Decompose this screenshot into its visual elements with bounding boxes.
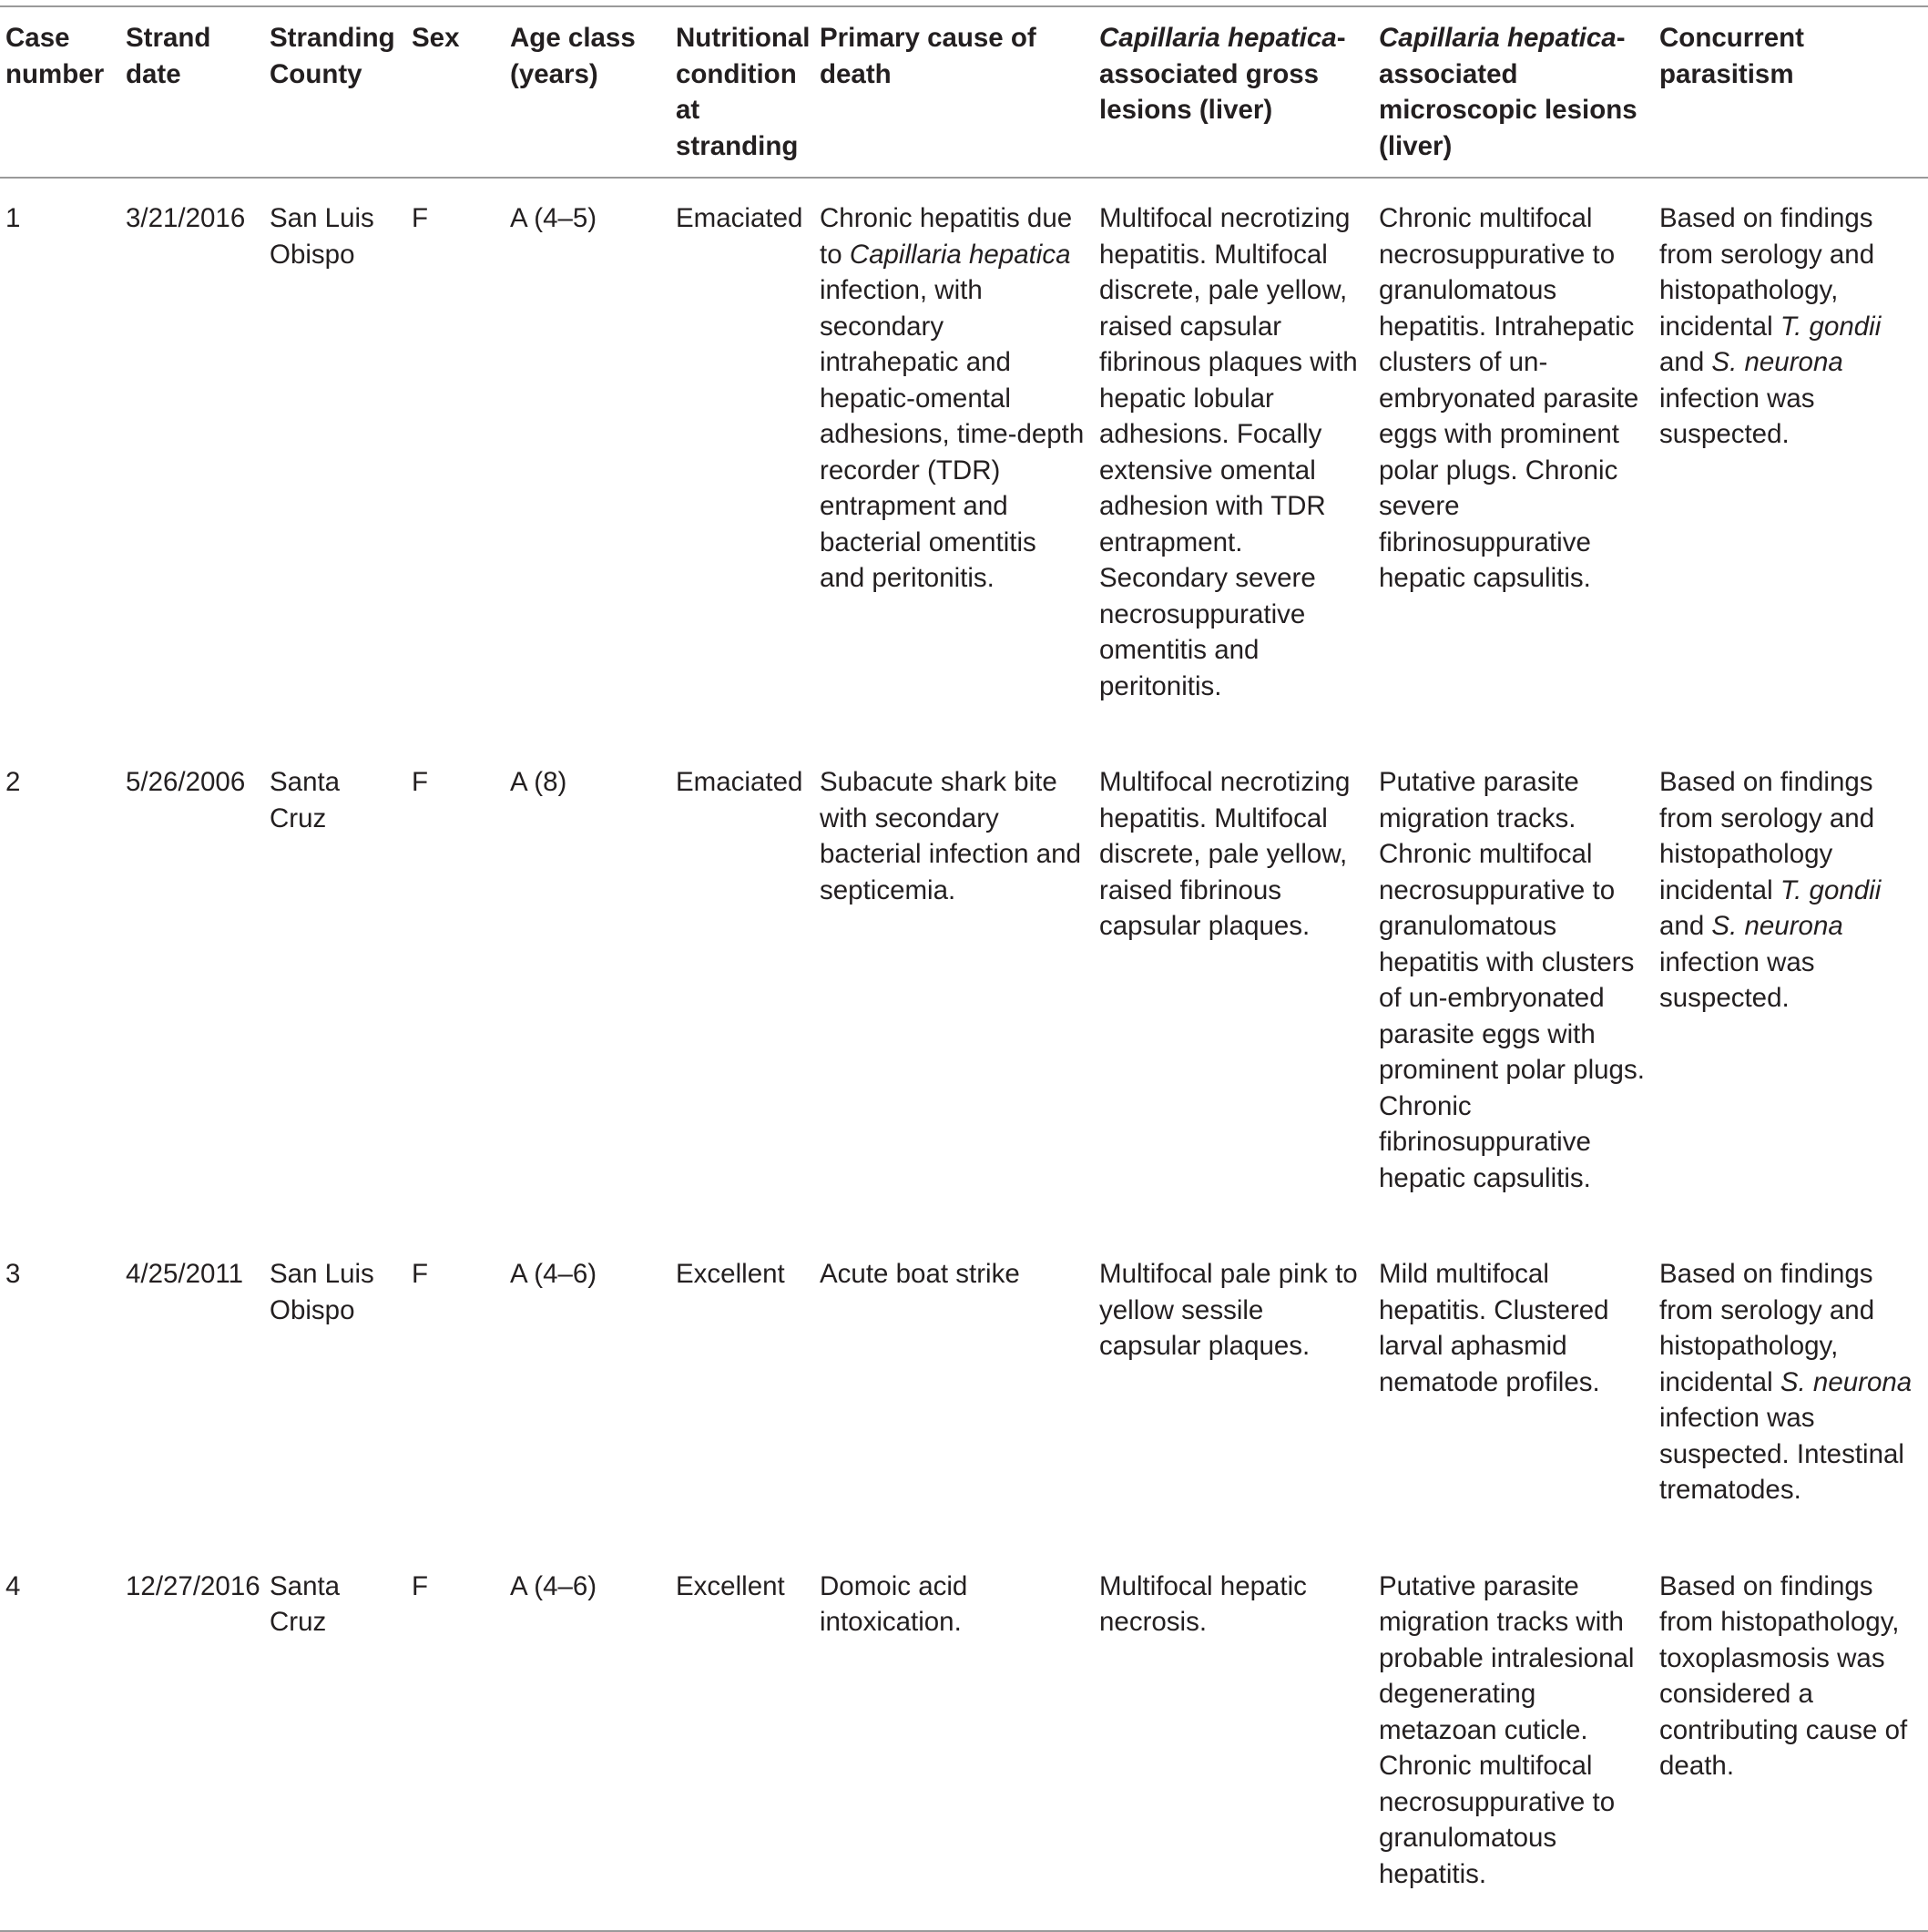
cell-case-number [0, 1547, 120, 1932]
header-strand-date [120, 6, 264, 178]
cell-text: Multifocal necrotizing hepatitis. Multifocal discrete, pale yellow, raised fibrinous capsular plaques. [1099, 767, 1351, 941]
cell-microscopic-lesions [1373, 178, 1654, 742]
header-case-number [0, 6, 120, 178]
header-label: Concurrent parasitism [1659, 23, 1804, 89]
cell-nutritional-condition [670, 1234, 814, 1547]
cell-strand-date [120, 178, 264, 742]
header-nutritional-condition [670, 6, 814, 178]
cell-strand-date [120, 1234, 264, 1547]
cell-stranding-county [264, 1547, 406, 1932]
cell-age-class [505, 1234, 670, 1547]
cell-concurrent-parasitism [1654, 1234, 1928, 1547]
cell-text: Acute boat strike [820, 1259, 1020, 1289]
header-label: -associated gross lesions (liver) [1099, 23, 1346, 125]
header-label: Case number [5, 23, 105, 89]
cell-text: 3 [5, 1259, 21, 1289]
cell-text: Excellent [676, 1259, 785, 1289]
header-label-italic: Capillaria hepatica [1099, 23, 1337, 53]
cell-case-number [0, 178, 120, 742]
cell-text: San Luis Obispo [270, 1259, 374, 1325]
cell-text: 2 [5, 767, 21, 797]
header-label: Primary cause of death [820, 23, 1036, 89]
cell-nutritional-condition [670, 742, 814, 1234]
cell-text-italic: S. neurona [1780, 1366, 1913, 1397]
cell-text: 5/26/2006 [126, 767, 246, 797]
cell-text: Santa Cruz [270, 767, 341, 833]
cell-concurrent-parasitism [1654, 742, 1928, 1234]
cell-gross-lesions [1094, 1547, 1373, 1932]
cell-age-class [505, 178, 670, 742]
table-row [0, 1547, 1928, 1932]
cell-text-italic: S. neurona [1711, 347, 1843, 377]
cell-text: Multifocal necrotizing hepatitis. Multifocal discrete, pale yellow, raised capsular fibrinous plaques with hepatic lobular adhesions. Focally extensive omental adhesion with TDR entrapment. Secondary severe necrosuppurative omentitis and peritonitis. [1099, 203, 1358, 701]
cell-text: Mild multifocal hepatitis. Clustered larval aphasmid nematode profiles. [1379, 1259, 1609, 1397]
cell-text: A (8) [510, 767, 567, 797]
header-label: Nutritional condition at stranding [676, 23, 811, 161]
cell-age-class [505, 1547, 670, 1932]
cell-age-class [505, 742, 670, 1234]
cell-sex [406, 1547, 505, 1932]
cell-text: infection was suspected. [1659, 383, 1815, 449]
cell-gross-lesions [1094, 1234, 1373, 1547]
cell-sex [406, 742, 505, 1234]
cell-primary-cause-of-death [814, 1234, 1094, 1547]
header-microscopic-lesions [1373, 6, 1654, 178]
header-label: Strand date [126, 23, 211, 89]
cell-stranding-county [264, 178, 406, 742]
header-age-class [505, 6, 670, 178]
cell-nutritional-condition [670, 178, 814, 742]
cell-text: F [412, 203, 429, 233]
cell-concurrent-parasitism [1654, 1547, 1928, 1932]
header-sex [406, 6, 505, 178]
cell-case-number [0, 742, 120, 1234]
cell-text: Santa Cruz [270, 1570, 341, 1637]
header-row [0, 6, 1928, 178]
cell-text: Multifocal pale pink to yellow sessile capsular plaques. [1099, 1259, 1358, 1361]
cell-case-number [0, 1234, 120, 1547]
header-label: -associated microscopic lesions (liver) [1379, 23, 1637, 161]
header-primary-cause-of-death [814, 6, 1094, 178]
cell-text: and [1659, 911, 1712, 941]
cell-microscopic-lesions [1373, 1547, 1654, 1932]
cell-text: 3/21/2016 [126, 203, 246, 233]
data-table [0, 5, 1928, 1932]
table-row [0, 742, 1928, 1234]
cell-text: San Luis Obispo [270, 203, 374, 270]
cell-gross-lesions [1094, 178, 1373, 742]
cell-gross-lesions [1094, 742, 1373, 1234]
cell-text: Multifocal hepatic necrosis. [1099, 1570, 1307, 1637]
cell-nutritional-condition [670, 1547, 814, 1932]
cell-primary-cause-of-death [814, 178, 1094, 742]
cell-concurrent-parasitism [1654, 178, 1928, 742]
cell-microscopic-lesions [1373, 742, 1654, 1234]
cell-text: Excellent [676, 1570, 785, 1601]
cell-text: and [1659, 347, 1712, 377]
cell-text: Based on findings from serology and histopathology, incidental [1659, 1259, 1875, 1397]
cell-text: Based on findings from serology and histopathology, incidental [1659, 203, 1875, 342]
cell-text: F [412, 1259, 429, 1289]
cell-text-italic: T. gondii [1780, 311, 1882, 342]
cell-stranding-county [264, 742, 406, 1234]
cell-text-italic: T. gondii [1780, 874, 1882, 905]
cell-text: Chronic multifocal necrosuppurative to granulomatous hepatitis. Intrahepatic clusters of un-embryonated parasite eggs with prominent polar plugs. Chronic severe fibrinosuppurative hepatic capsulitis. [1379, 203, 1639, 593]
cell-text: infection, with secondary intrahepatic and hepatic-omental adhesions, time-depth recorder (TDR) entrapment and bacterial omentitis and peritonitis. [820, 275, 1085, 593]
cell-text: Putative parasite migration tracks. Chronic multifocal necrosuppurative to granulomatous hepatitis with clusters of un-embryonated parasite eggs with prominent polar plugs. Chronic fibrinosuppurative hepatic capsulitis. [1379, 767, 1645, 1193]
table-row [0, 178, 1928, 742]
header-concurrent-parasitism [1654, 6, 1928, 178]
cell-text: Based on findings from histopathology, toxoplasmosis was considered a contributing cause of death. [1659, 1570, 1908, 1781]
cell-text: Based on findings from serology and histopathology incidental [1659, 767, 1875, 905]
cell-strand-date [120, 742, 264, 1234]
cell-text: 4/25/2011 [126, 1259, 244, 1289]
cell-text: Emaciated [676, 767, 803, 797]
header-label: Sex [412, 23, 460, 53]
header-label: Stranding County [270, 23, 395, 89]
cell-text: infection was suspected. Intestinal trematodes. [1659, 1403, 1904, 1505]
cell-sex [406, 178, 505, 742]
cell-text: infection was suspected. [1659, 946, 1815, 1013]
cell-text: 4 [5, 1570, 21, 1601]
cell-text-italic: Capillaria hepatica [849, 239, 1071, 270]
table-row [0, 1234, 1928, 1547]
cell-primary-cause-of-death [814, 1547, 1094, 1932]
cell-stranding-county [264, 1234, 406, 1547]
cell-text: 12/27/2016 [126, 1570, 260, 1601]
cell-text: Chronic hepatitis due to [820, 203, 1073, 270]
cell-text: 1 [5, 203, 21, 233]
cell-text: A (4–5) [510, 203, 597, 233]
cell-microscopic-lesions [1373, 1234, 1654, 1547]
cell-text-italic: S. neurona [1711, 911, 1843, 941]
header-label-italic: Capillaria hepatica [1379, 23, 1617, 53]
cell-text: Domoic acid intoxication. [820, 1570, 968, 1637]
cell-text: Emaciated [676, 203, 803, 233]
cell-text: F [412, 767, 429, 797]
header-stranding-county [264, 6, 406, 178]
header-label: Age class (years) [510, 23, 636, 89]
cell-text: A (4–6) [510, 1259, 597, 1289]
cell-primary-cause-of-death [814, 742, 1094, 1234]
header-gross-lesions [1094, 6, 1373, 178]
cell-text: A (4–6) [510, 1570, 597, 1601]
cell-text: Subacute shark bite with secondary bacterial infection and septicemia. [820, 767, 1081, 905]
cell-sex [406, 1234, 505, 1547]
cell-text: F [412, 1570, 429, 1601]
cell-strand-date [120, 1547, 264, 1932]
cell-text: Putative parasite migration tracks with probable intralesional degenerating metazoan cuticle. Chronic multifocal necrosuppurative to granulomatous hepatitis. [1379, 1570, 1635, 1889]
